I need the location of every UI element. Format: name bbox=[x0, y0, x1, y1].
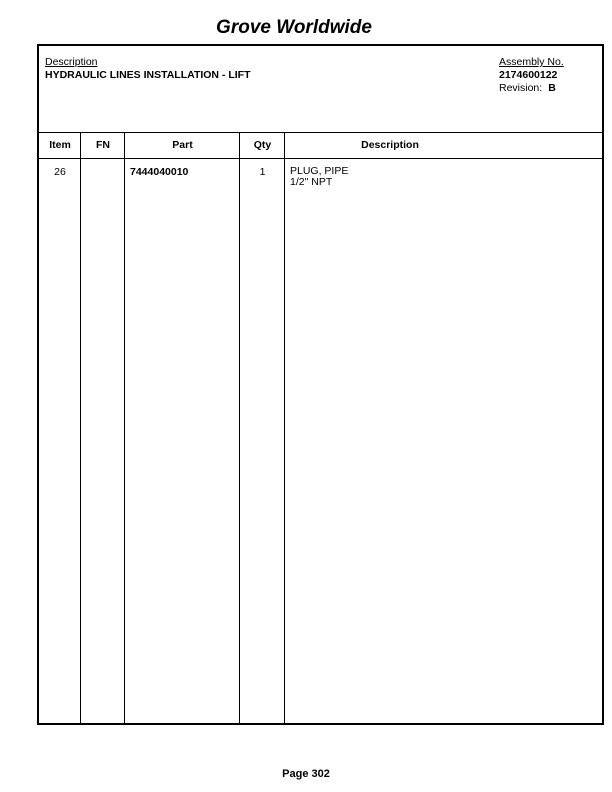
description-label: Description bbox=[45, 56, 98, 68]
revision-label: Revision: bbox=[499, 82, 543, 94]
column-header-item: Item bbox=[49, 139, 71, 151]
cell-qty: 1 bbox=[259, 166, 266, 178]
revision-value: B bbox=[548, 82, 556, 94]
column-header-qty: Qty bbox=[253, 139, 272, 151]
company-title: Grove Worldwide bbox=[216, 17, 372, 38]
column-header-description: Description bbox=[361, 139, 419, 151]
column-divider bbox=[80, 132, 81, 723]
assembly-header bbox=[39, 46, 602, 133]
cell-part: 7444040010 bbox=[130, 166, 189, 178]
description-line: 1/2" NPT bbox=[290, 176, 333, 188]
column-divider bbox=[239, 132, 240, 723]
page-number: Page 302 bbox=[282, 768, 330, 780]
column-divider bbox=[124, 132, 125, 723]
cell-item: 26 bbox=[54, 166, 66, 178]
column-divider bbox=[284, 132, 285, 723]
description-value: HYDRAULIC LINES INSTALLATION - LIFT bbox=[45, 69, 251, 81]
description-line: PLUG, PIPE bbox=[290, 165, 349, 177]
parts-list-frame bbox=[37, 44, 604, 725]
assembly-number-value: 2174600122 bbox=[499, 69, 558, 81]
column-header-part: Part bbox=[172, 139, 193, 151]
assembly-number-label: Assembly No. bbox=[499, 56, 564, 68]
column-header-fn: FN bbox=[96, 139, 110, 151]
revision bbox=[499, 82, 556, 94]
cell-description bbox=[290, 166, 348, 188]
